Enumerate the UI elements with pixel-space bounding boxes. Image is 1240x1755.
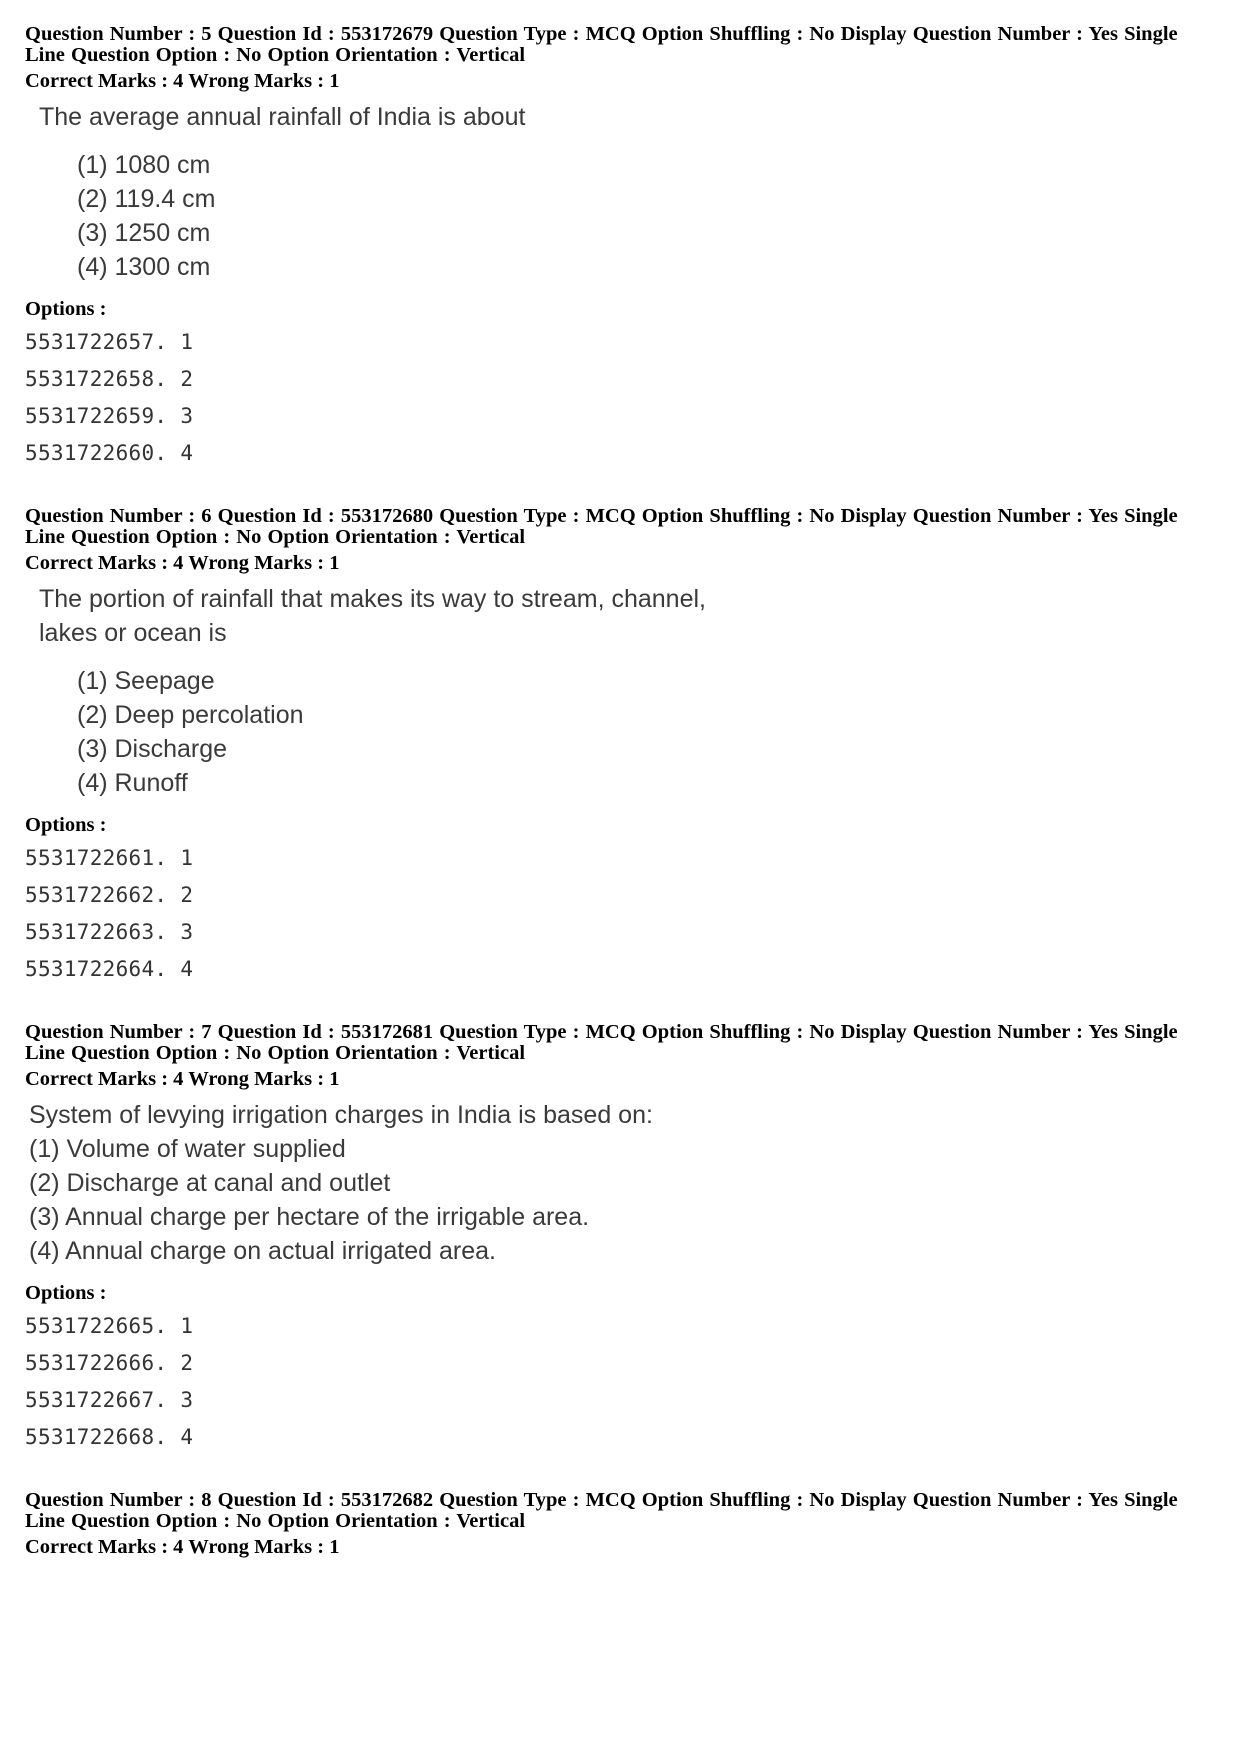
question-choice: (2) Discharge at canal and outlet bbox=[29, 1169, 391, 1197]
option-item: 5531722661. 1 bbox=[25, 846, 194, 870]
question-stem-line: The average annual rainfall of India is about bbox=[39, 103, 526, 131]
question-stem-line: System of levying irrigation charges in India is based on: bbox=[29, 1101, 653, 1129]
question-block-5 bbox=[25, 24, 1215, 472]
question-marks: Correct Marks : 4 Wrong Marks : 1 bbox=[25, 1068, 340, 1090]
question-meta-line: Question Number : 6 Question Id : 553172680 Question Type : MCQ Option Shuffling : No Display Question Number : Yes Single bbox=[25, 505, 1178, 527]
question-choice-list bbox=[25, 1132, 1215, 1268]
question-meta-line: Line Question Option : No Option Orientation : Vertical bbox=[25, 526, 526, 548]
question-stem-image bbox=[25, 582, 1215, 800]
question-choice: (3) 1250 cm bbox=[77, 219, 211, 247]
question-meta-line: Question Number : 8 Question Id : 553172682 Question Type : MCQ Option Shuffling : No Display Question Number : Yes Single bbox=[25, 1489, 1178, 1511]
question-choice-list bbox=[25, 148, 1215, 284]
option-item: 5531722660. 4 bbox=[25, 441, 194, 465]
option-item: 5531722667. 3 bbox=[25, 1388, 194, 1412]
question-choice: (2) Deep percolation bbox=[77, 701, 304, 729]
option-item: 5531722657. 1 bbox=[25, 330, 194, 354]
question-stem-line: lakes or ocean is bbox=[39, 619, 227, 647]
question-choice: (4) Runoff bbox=[77, 769, 188, 797]
option-item: 5531722662. 2 bbox=[25, 883, 194, 907]
question-meta bbox=[25, 1022, 1215, 1064]
question-block-7 bbox=[25, 1022, 1215, 1456]
question-choice: (1) Volume of water supplied bbox=[29, 1135, 346, 1163]
question-choice: (4) Annual charge on actual irrigated area. bbox=[29, 1237, 496, 1265]
question-block-6 bbox=[25, 506, 1215, 988]
option-list bbox=[25, 840, 1215, 988]
option-list bbox=[25, 1308, 1215, 1456]
question-meta-line: Question Number : 5 Question Id : 553172679 Question Type : MCQ Option Shuffling : No Display Question Number : Yes Single bbox=[25, 23, 1178, 45]
question-choice: (2) 119.4 cm bbox=[77, 185, 216, 213]
question-stem-image bbox=[25, 100, 1215, 284]
question-meta-line: Question Number : 7 Question Id : 553172681 Question Type : MCQ Option Shuffling : No Display Question Number : Yes Single bbox=[25, 1021, 1178, 1043]
question-meta-line: Line Question Option : No Option Orientation : Vertical bbox=[25, 1042, 526, 1064]
question-stem-image bbox=[25, 1098, 1215, 1268]
options-label: Options : bbox=[25, 298, 107, 320]
question-choice: (3) Discharge bbox=[77, 735, 228, 763]
question-meta-line: Line Question Option : No Option Orientation : Vertical bbox=[25, 1510, 526, 1532]
options-label: Options : bbox=[25, 814, 107, 836]
question-paper-page bbox=[25, 24, 1215, 1592]
question-marks: Correct Marks : 4 Wrong Marks : 1 bbox=[25, 1536, 340, 1558]
option-list bbox=[25, 324, 1215, 472]
option-item: 5531722663. 3 bbox=[25, 920, 194, 944]
question-meta bbox=[25, 24, 1215, 66]
question-marks: Correct Marks : 4 Wrong Marks : 1 bbox=[25, 552, 340, 574]
option-item: 5531722658. 2 bbox=[25, 367, 194, 391]
question-meta bbox=[25, 506, 1215, 548]
question-choice: (1) Seepage bbox=[77, 667, 215, 695]
options-label: Options : bbox=[25, 1282, 107, 1304]
question-choice-list bbox=[25, 664, 1215, 800]
option-item: 5531722664. 4 bbox=[25, 957, 194, 981]
question-marks: Correct Marks : 4 Wrong Marks : 1 bbox=[25, 70, 340, 92]
question-meta-line: Line Question Option : No Option Orientation : Vertical bbox=[25, 44, 526, 66]
question-choice: (4) 1300 cm bbox=[77, 253, 211, 281]
question-stem-line: The portion of rainfall that makes its way to stream, channel, bbox=[39, 585, 706, 613]
question-meta bbox=[25, 1490, 1215, 1532]
question-choice: (3) Annual charge per hectare of the irrigable area. bbox=[29, 1203, 590, 1231]
option-item: 5531722666. 2 bbox=[25, 1351, 194, 1375]
option-item: 5531722659. 3 bbox=[25, 404, 194, 428]
question-block-8 bbox=[25, 1490, 1215, 1558]
question-choice: (1) 1080 cm bbox=[77, 151, 211, 179]
option-item: 5531722668. 4 bbox=[25, 1425, 194, 1449]
option-item: 5531722665. 1 bbox=[25, 1314, 194, 1338]
